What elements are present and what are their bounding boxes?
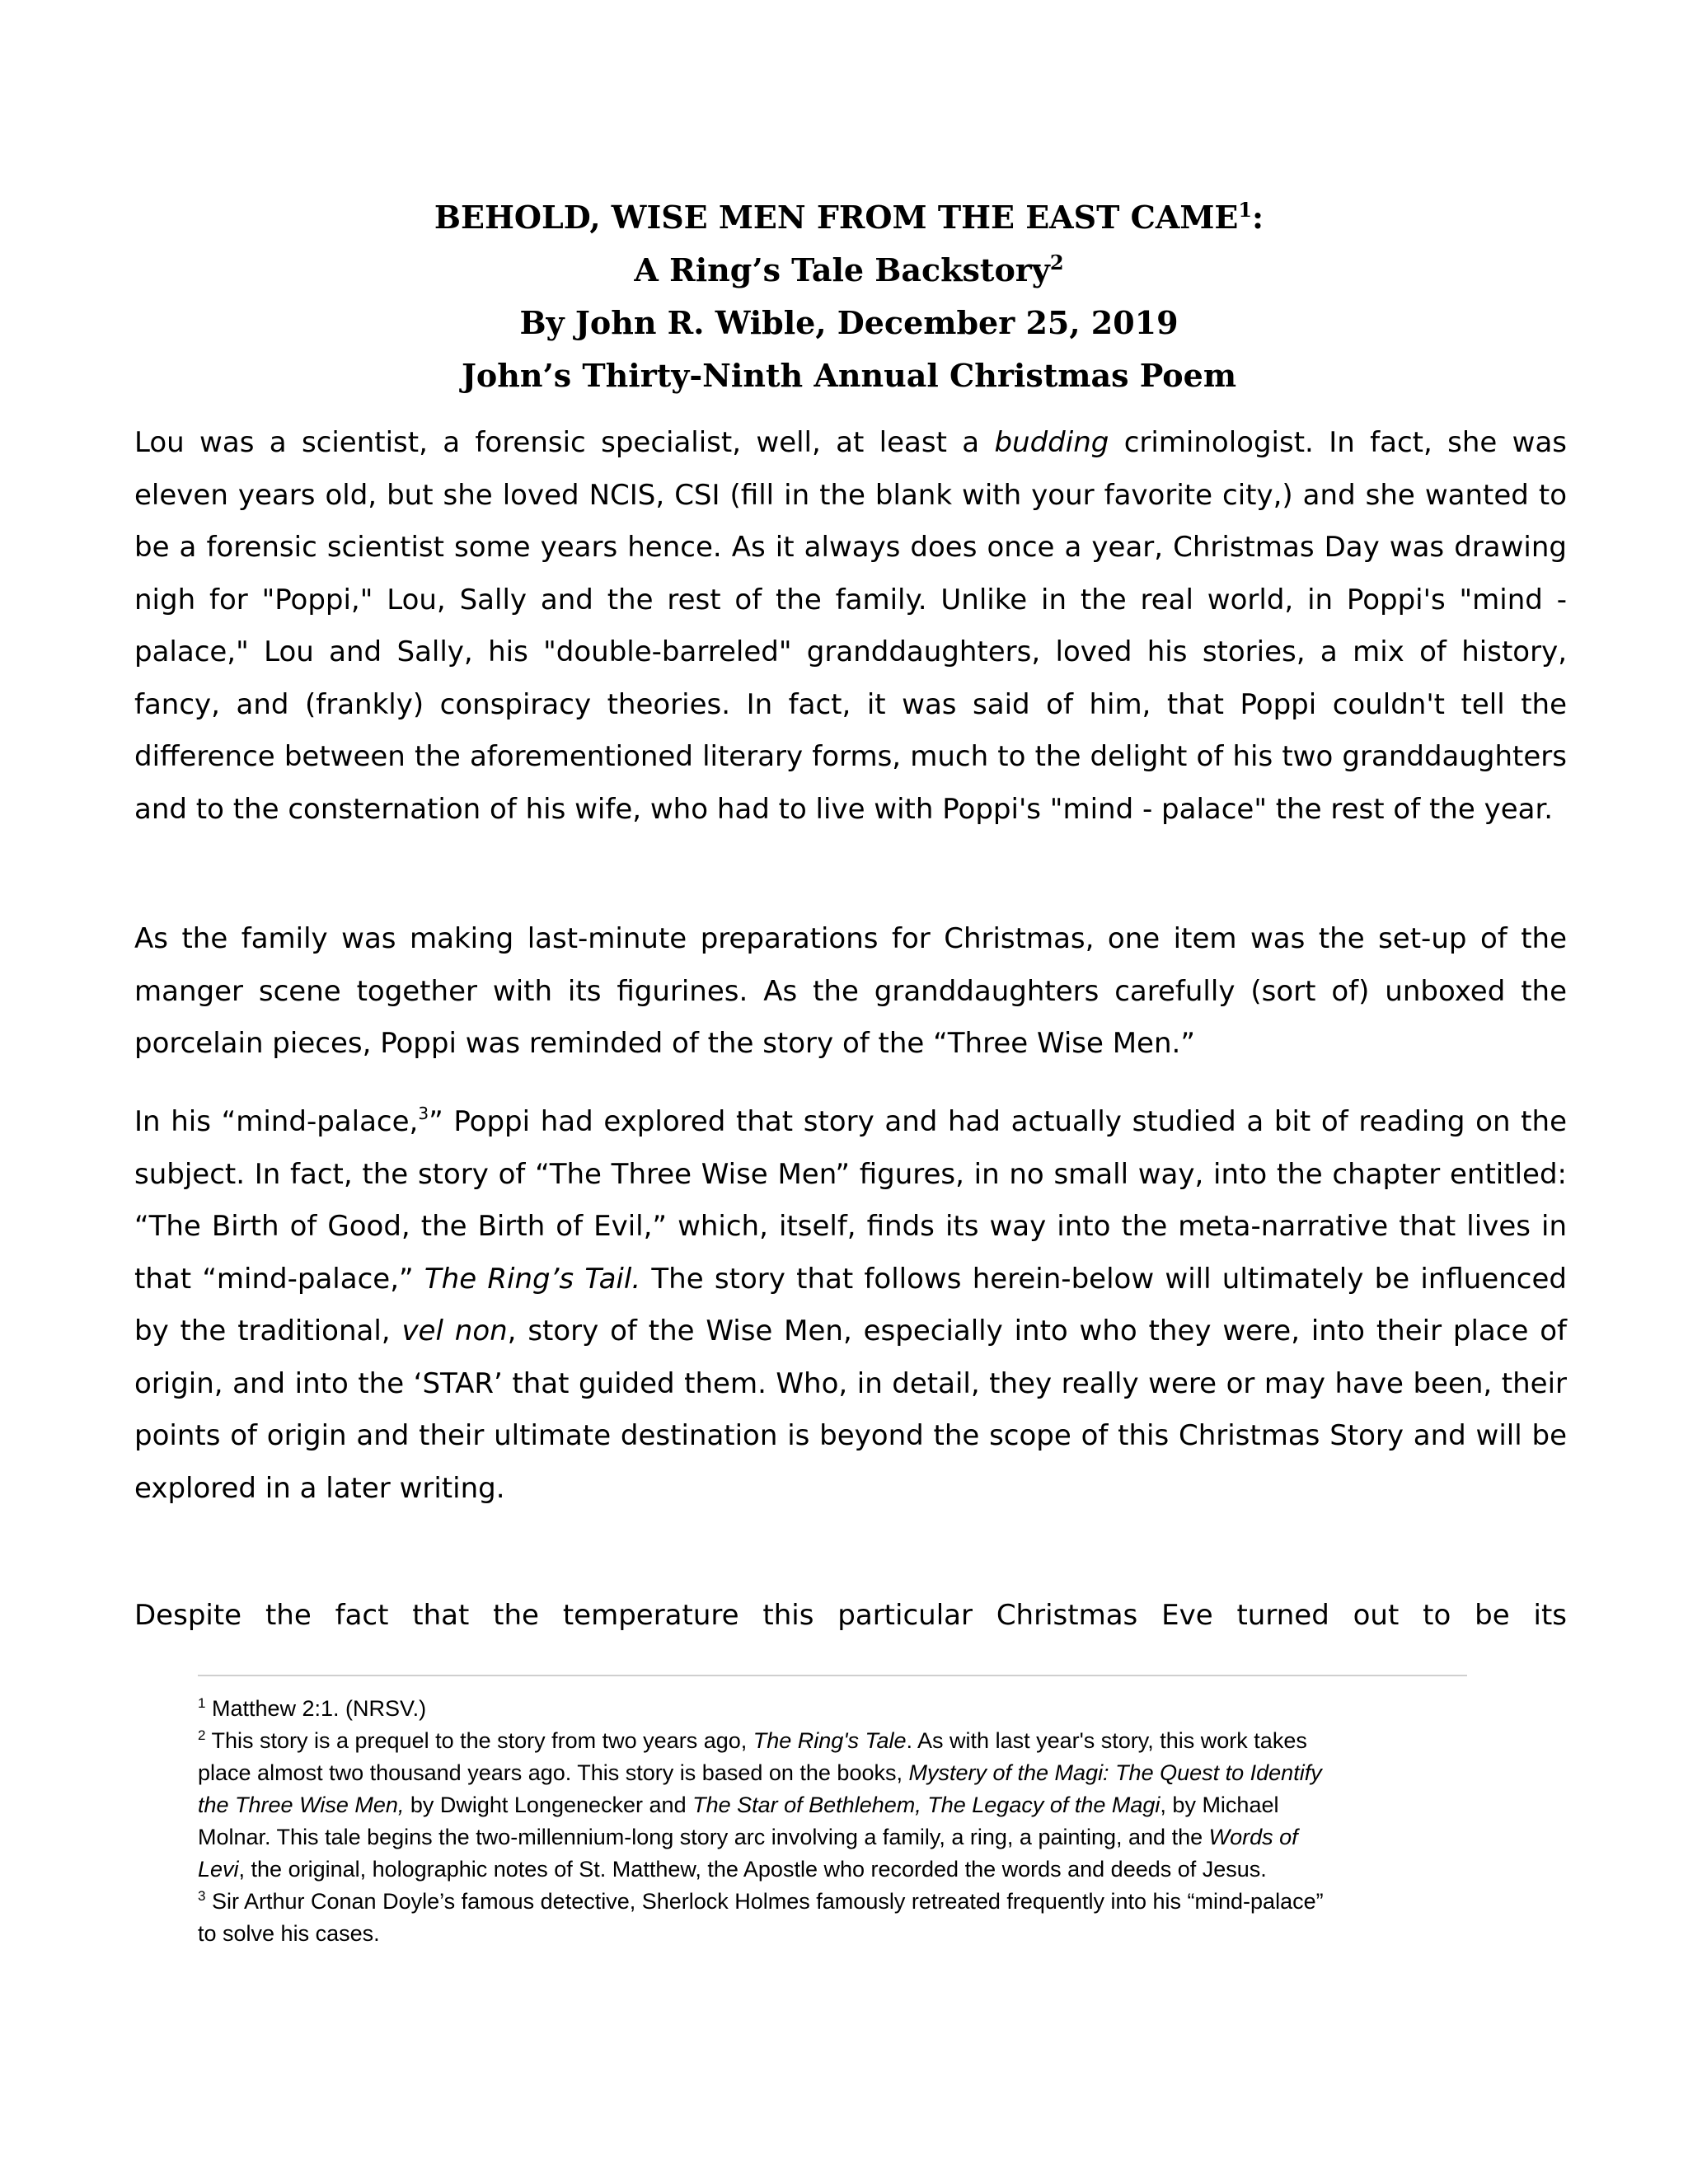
paragraph-2: As the family was making last-minute preparations for Christmas, one item was the set-up of the manger scene together with its figurines. As the granddaughters carefully (sort of) unboxed the porcelain pieces, Poppi was reminded of the story of the “Three Wise Men.”: [134, 922, 1567, 1060]
title-line-2: A Ring’s Tale Backstory$^2$: [634, 251, 1064, 288]
footnote-ref-3[interactable]: 3: [418, 1104, 429, 1123]
paragraph-3: In his “mind-palace,$^3$” Poppi had explored that story and had actually studied a bit of reading on the subject. In fact, the story of “The Three Wise Men” figures, in no small way, into the chapter entitled: “The Birth of Good, the Birth of Evil,” which, itself, finds its way into the meta-narrative that lives in that “mind-palace,” The Ring’s Tail. The story that follows herein-below will ultimately be influenced by the traditional, vel non, story of the Wise Men, especially into who they were, into their place of origin, and into the ‘STAR’ that guided them. Who, in detail, they really were or may have been, their points of origin and their ultimate destination is beyond the scope of this Christmas Story and will be explored in a later writing.: [134, 1104, 1568, 1505]
emphasis-rings-tail: The Ring’s Tail.: [424, 1262, 641, 1296]
title-block: [132, 191, 1566, 402]
title-line-1: BEHOLD, WISE MEN FROM THE EAST CAME$^1$:: [434, 198, 1264, 236]
footnote-ref-1[interactable]: 1: [1238, 198, 1253, 222]
footnote-ref-2[interactable]: 2: [1049, 251, 1064, 274]
footnote-2: $^2$ This story is a prequel to the story from two years ago, The Ring's Tale. As with last year's story, this work takes place almost two thousand years ago. This story is based on the books, Mystery of the Magi: The Quest to Identify the Three Wise Men, by Dwight Longenecker and The Star of Bethlehem, The Legacy of the Magi, by Michael Molnar. This tale begins the two-millennium-long story arc involving a family, a ring, a painting, and the Words of Levi, the original, holographic notes of St. Matthew, the Apostle who recorded the words and deeds of Jesus.: [198, 1727, 1322, 1882]
footnotes: [198, 1693, 1467, 1950]
footnote-3: $^3$ Sir Arthur Conan Doyle’s famous detective, Sherlock Holmes famously retreated frequently into his “mind-palace” to solve his cases.: [198, 1888, 1324, 1946]
footnote-1: $^1$ Matthew 2:1. (NRSV.): [198, 1695, 427, 1721]
emphasis-vel-non: vel non: [401, 1315, 508, 1347]
paragraph-4: Despite the fact that the temperature this particular Christmas Eve turned out to be its: [134, 1599, 1567, 1632]
footnote-separator: [198, 1675, 1467, 1676]
title-byline: By John R. Wible, December 25, 2019: [519, 304, 1179, 341]
paragraph-1: Lou was a scientist, a forensic specialist, well, at least a budding criminologist. In fact, she was eleven years old, but she loved NCIS, CSI (fill in the blank with your favorite city,) and she wanted to be a forensic scientist some years hence. As it always does once a year, Christmas Day was drawing nigh for "Poppi," Lou, Sally and the rest of the family. Unlike in the real world, in Poppi's "mind - palace," Lou and Sally, his "double-barreled" granddaughters, loved his stories, a mix of history, fancy, and (frankly) conspiracy theories. In fact, it was said of him, that Poppi couldn't tell the difference between the aforementioned literary forms, much to the delight of his two granddaughters and to the consternation of his wife, who had to live with Poppi's "mind - palace" the rest of the year.: [134, 426, 1568, 826]
emphasis-budding: budding: [994, 426, 1109, 459]
title-subtitle: John’s Thirty-Ninth Annual Christmas Poem: [461, 357, 1237, 394]
